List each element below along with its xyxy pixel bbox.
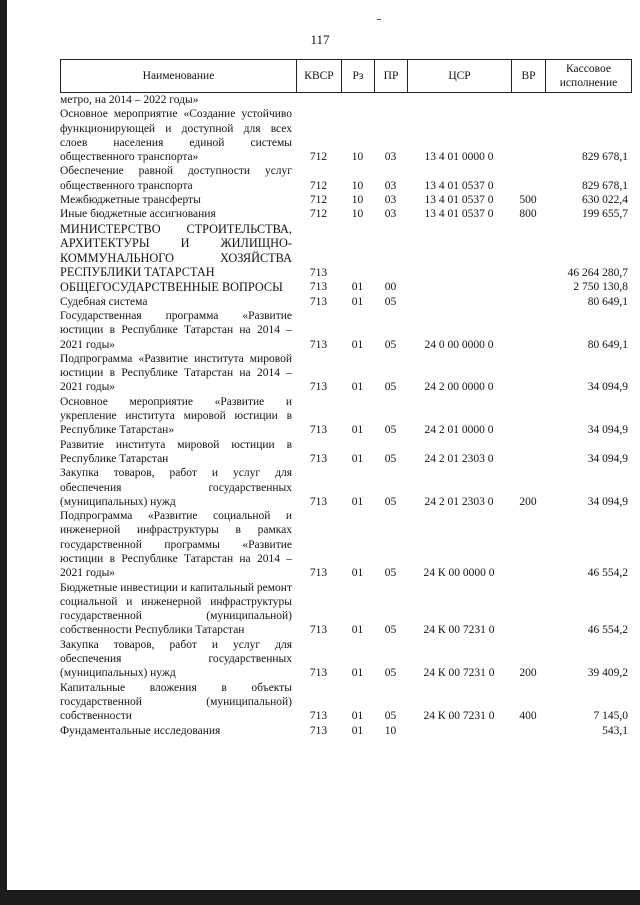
cell-pr: 05 bbox=[384, 424, 397, 437]
cell-pr: 10 bbox=[384, 724, 397, 737]
cell-kvsr: 713 bbox=[309, 338, 328, 351]
cell-csr: 13 4 01 0000 0 bbox=[424, 151, 494, 164]
header-name: Наименование bbox=[61, 60, 297, 93]
cell-pr bbox=[374, 93, 407, 107]
cell-amount: 630 022,4 bbox=[582, 194, 628, 207]
cell-csr bbox=[407, 222, 511, 280]
cell-amount: 80 649,1 bbox=[587, 295, 628, 308]
cell-rz: 01 bbox=[351, 495, 364, 508]
cell-rz: 01 bbox=[351, 381, 364, 394]
cell-name: метро, на 2014 – 2022 годы» bbox=[60, 94, 199, 106]
cell-amount: 80 649,1 bbox=[587, 338, 628, 351]
cell-pr: 03 bbox=[384, 208, 397, 221]
scan-bottom-edge bbox=[0, 890, 640, 905]
table-row bbox=[60, 295, 631, 309]
cell-csr: 13 4 01 0537 0 bbox=[424, 194, 494, 207]
cell-kvsr bbox=[296, 93, 341, 107]
table-row bbox=[60, 638, 631, 681]
cell-name: Межбюджетные трансферты bbox=[60, 194, 201, 207]
cell-pr: 03 bbox=[384, 194, 397, 207]
cell-kvsr: 713 bbox=[309, 667, 328, 680]
cell-csr: 13 4 01 0537 0 bbox=[424, 208, 494, 221]
cell-pr: 05 bbox=[384, 495, 397, 508]
cell-rz: 01 bbox=[351, 624, 364, 637]
cell-rz: 01 bbox=[351, 338, 364, 351]
cell-csr: 13 4 01 0537 0 bbox=[424, 179, 494, 192]
cell-csr bbox=[407, 724, 511, 738]
cell-amount: 199 655,7 bbox=[582, 208, 628, 221]
table-body bbox=[60, 93, 631, 738]
cell-rz: 01 bbox=[351, 452, 364, 465]
table-row bbox=[60, 681, 631, 724]
cell-kvsr: 713 bbox=[309, 281, 328, 294]
cell-name: Развитие института мировой юстиции в Республике Татарстан bbox=[60, 438, 292, 465]
cell-amount: 543,1 bbox=[602, 724, 628, 737]
cell-name: Закупка товаров, работ и услуг для обеспечения государственных (муниципальных) нужд bbox=[60, 467, 292, 508]
cell-csr: 24 2 01 2303 0 bbox=[424, 495, 494, 508]
cell-csr: 24 К 00 0000 0 bbox=[423, 567, 495, 580]
cell-amount: 34 094,9 bbox=[587, 381, 628, 394]
cell-csr: 24 2 01 0000 0 bbox=[424, 424, 494, 437]
cell-pr: 05 bbox=[384, 381, 397, 394]
cell-amount: 46 264 280,7 bbox=[567, 266, 628, 279]
table-row bbox=[60, 222, 631, 280]
cell-csr bbox=[407, 295, 511, 309]
cell-name: Иные бюджетные ассигнования bbox=[60, 208, 216, 221]
scan-speck bbox=[377, 19, 381, 20]
table-row bbox=[60, 724, 631, 738]
cell-kvsr: 713 bbox=[309, 452, 328, 465]
table-row bbox=[60, 581, 631, 638]
table-row bbox=[60, 438, 631, 467]
table-row bbox=[60, 352, 631, 395]
header-csr: ЦСР bbox=[408, 60, 512, 93]
cell-name: МИНИСТЕРСТВО СТРОИТЕЛЬСТВА, АРХИТЕКТУРЫ И ЖИЛИЩНО-КОММУНАЛЬНОГО ХОЗЯЙСТВА РЕСПУБЛИКИ ТАТАРСТАН bbox=[60, 221, 292, 280]
cell-kvsr: 712 bbox=[309, 151, 328, 164]
cell-rz: 01 bbox=[351, 667, 364, 680]
page-number: 117 bbox=[310, 32, 330, 47]
cell-name: Государственная программа «Развитие юстиции в Республике Татарстан на 2014 – 2021 годы» bbox=[60, 309, 292, 351]
cell-rz: 10 bbox=[351, 151, 364, 164]
header-row bbox=[61, 60, 632, 93]
cell-name: Обеспечение равной доступности услуг общественного транспорта bbox=[60, 165, 292, 192]
cell-vr bbox=[511, 581, 545, 638]
cell-rz: 01 bbox=[351, 281, 364, 294]
cell-name: Подпрограмма «Развитие социальной и инженерной инфраструктуры в рамках государственной программы «Развитие юстиции в Республике Татарстан на 2014 – 2021 годы» bbox=[60, 510, 292, 580]
cell-vr bbox=[511, 93, 545, 107]
cell-pr: 05 bbox=[384, 710, 397, 723]
cell-kvsr: 713 bbox=[309, 295, 328, 308]
cell-amount: 34 094,9 bbox=[587, 424, 628, 437]
cell-kvsr: 713 bbox=[309, 381, 328, 394]
cell-rz: 01 bbox=[351, 567, 364, 580]
cell-amount bbox=[545, 93, 631, 107]
header-rz: Рз bbox=[342, 60, 375, 93]
header-vr: ВР bbox=[512, 60, 546, 93]
cell-kvsr: 713 bbox=[309, 724, 328, 737]
cell-vr bbox=[511, 280, 545, 295]
cell-name: Судебная система bbox=[60, 295, 148, 308]
cell-amount: 46 554,2 bbox=[587, 567, 628, 580]
cell-pr: 05 bbox=[384, 624, 397, 637]
cell-pr: 05 bbox=[384, 295, 397, 308]
cell-kvsr: 713 bbox=[309, 567, 328, 580]
cell-pr: 03 bbox=[384, 179, 397, 192]
cell-vr: 200 bbox=[519, 667, 537, 680]
cell-amount: 39 409,2 bbox=[587, 667, 628, 680]
table-row bbox=[60, 280, 631, 295]
table-row bbox=[60, 207, 631, 221]
cell-rz: 10 bbox=[351, 194, 364, 207]
cell-rz bbox=[341, 222, 374, 280]
cell-vr: 200 bbox=[519, 495, 537, 508]
cell-name: Основное мероприятие «Развитие и укрепление института мировой юстиции в Республике Татарстан» bbox=[60, 395, 292, 437]
cell-pr: 05 bbox=[384, 667, 397, 680]
cell-rz: 01 bbox=[351, 724, 364, 737]
cell-vr bbox=[511, 107, 545, 164]
table-row bbox=[60, 93, 631, 107]
cell-pr: 00 bbox=[384, 281, 397, 294]
cell-csr: 24 2 01 2303 0 bbox=[424, 452, 494, 465]
cell-csr bbox=[407, 280, 511, 295]
cell-name: Капитальные вложения в объекты государственной (муниципальной) собственности bbox=[60, 681, 292, 723]
cell-rz: 10 bbox=[351, 179, 364, 192]
cell-name: ОБЩЕГОСУДАРСТВЕННЫЕ ВОПРОСЫ bbox=[60, 280, 283, 295]
cell-csr: 24 0 00 0000 0 bbox=[424, 338, 494, 351]
table-row bbox=[60, 164, 631, 193]
cell-kvsr: 713 bbox=[309, 710, 328, 723]
cell-csr: 24 2 00 0000 0 bbox=[424, 381, 494, 394]
cell-pr: 05 bbox=[384, 338, 397, 351]
cell-vr bbox=[511, 222, 545, 280]
cell-vr: 400 bbox=[519, 710, 537, 723]
cell-amount: 34 094,9 bbox=[587, 452, 628, 465]
cell-pr: 05 bbox=[384, 567, 397, 580]
cell-amount: 7 145,0 bbox=[593, 710, 628, 723]
cell-csr: 24 К 00 7231 0 bbox=[423, 624, 495, 637]
cell-kvsr: 712 bbox=[309, 179, 328, 192]
table-row bbox=[60, 509, 631, 580]
cell-amount: 46 554,2 bbox=[587, 624, 628, 637]
cell-vr bbox=[511, 395, 545, 438]
cell-csr: 24 К 00 7231 0 bbox=[423, 710, 495, 723]
cell-rz: 01 bbox=[351, 295, 364, 308]
cell-rz: 01 bbox=[351, 424, 364, 437]
cell-vr: 800 bbox=[519, 208, 537, 221]
cell-name: Подпрограмма «Развитие института мировой юстиции в Республике Татарстан на 2014 – 2021 годы» bbox=[60, 352, 292, 394]
cell-vr bbox=[511, 509, 545, 580]
cell-csr: 24 К 00 7231 0 bbox=[423, 667, 495, 680]
cell-rz: 01 bbox=[351, 710, 364, 723]
header-kvsr: КВСР bbox=[297, 60, 342, 93]
table-row bbox=[60, 193, 631, 207]
cell-vr bbox=[511, 724, 545, 738]
cell-kvsr: 713 bbox=[309, 495, 328, 508]
cell-pr: 03 bbox=[384, 151, 397, 164]
cell-kvsr: 713 bbox=[309, 424, 328, 437]
cell-rz: 10 bbox=[351, 208, 364, 221]
cell-pr bbox=[374, 222, 407, 280]
table-row bbox=[60, 395, 631, 438]
cell-pr: 05 bbox=[384, 452, 397, 465]
cell-vr bbox=[511, 295, 545, 309]
header-pr: ПР bbox=[375, 60, 408, 93]
scan-left-edge bbox=[0, 0, 7, 905]
cell-kvsr: 713 bbox=[309, 266, 328, 279]
table-header bbox=[60, 59, 632, 93]
cell-amount: 829 678,1 bbox=[582, 179, 628, 192]
cell-csr bbox=[407, 93, 511, 107]
cell-name: Фундаментальные исследования bbox=[60, 724, 221, 737]
cell-kvsr: 712 bbox=[309, 208, 328, 221]
cell-amount: 34 094,9 bbox=[587, 495, 628, 508]
cell-name: Бюджетные инвестиции и капитальный ремонт социальной и инженерной инфраструктуры государственной (муниципальной) собственности Республики Татарстан bbox=[60, 581, 292, 637]
cell-amount: 829 678,1 bbox=[582, 151, 628, 164]
cell-vr: 500 bbox=[519, 194, 537, 207]
table-row bbox=[60, 309, 631, 352]
cell-rz bbox=[341, 93, 374, 107]
budget-table bbox=[60, 93, 631, 738]
cell-vr bbox=[511, 164, 545, 193]
cell-name: Закупка товаров, работ и услуг для обеспечения государственных (муниципальных) нужд bbox=[60, 638, 292, 680]
cell-amount: 2 750 130,8 bbox=[573, 281, 628, 294]
cell-vr bbox=[511, 438, 545, 467]
table-row bbox=[60, 107, 631, 164]
cell-kvsr: 712 bbox=[309, 194, 328, 207]
cell-name: Основное мероприятие «Создание устойчиво функционирующей и доступной для всех слоев населения единой системы общественного транспорта» bbox=[60, 108, 292, 164]
cell-vr bbox=[511, 309, 545, 352]
cell-vr bbox=[511, 352, 545, 395]
cell-kvsr: 713 bbox=[309, 624, 328, 637]
header-amount: Кассовое исполнение bbox=[546, 60, 632, 93]
table-row bbox=[60, 466, 631, 509]
